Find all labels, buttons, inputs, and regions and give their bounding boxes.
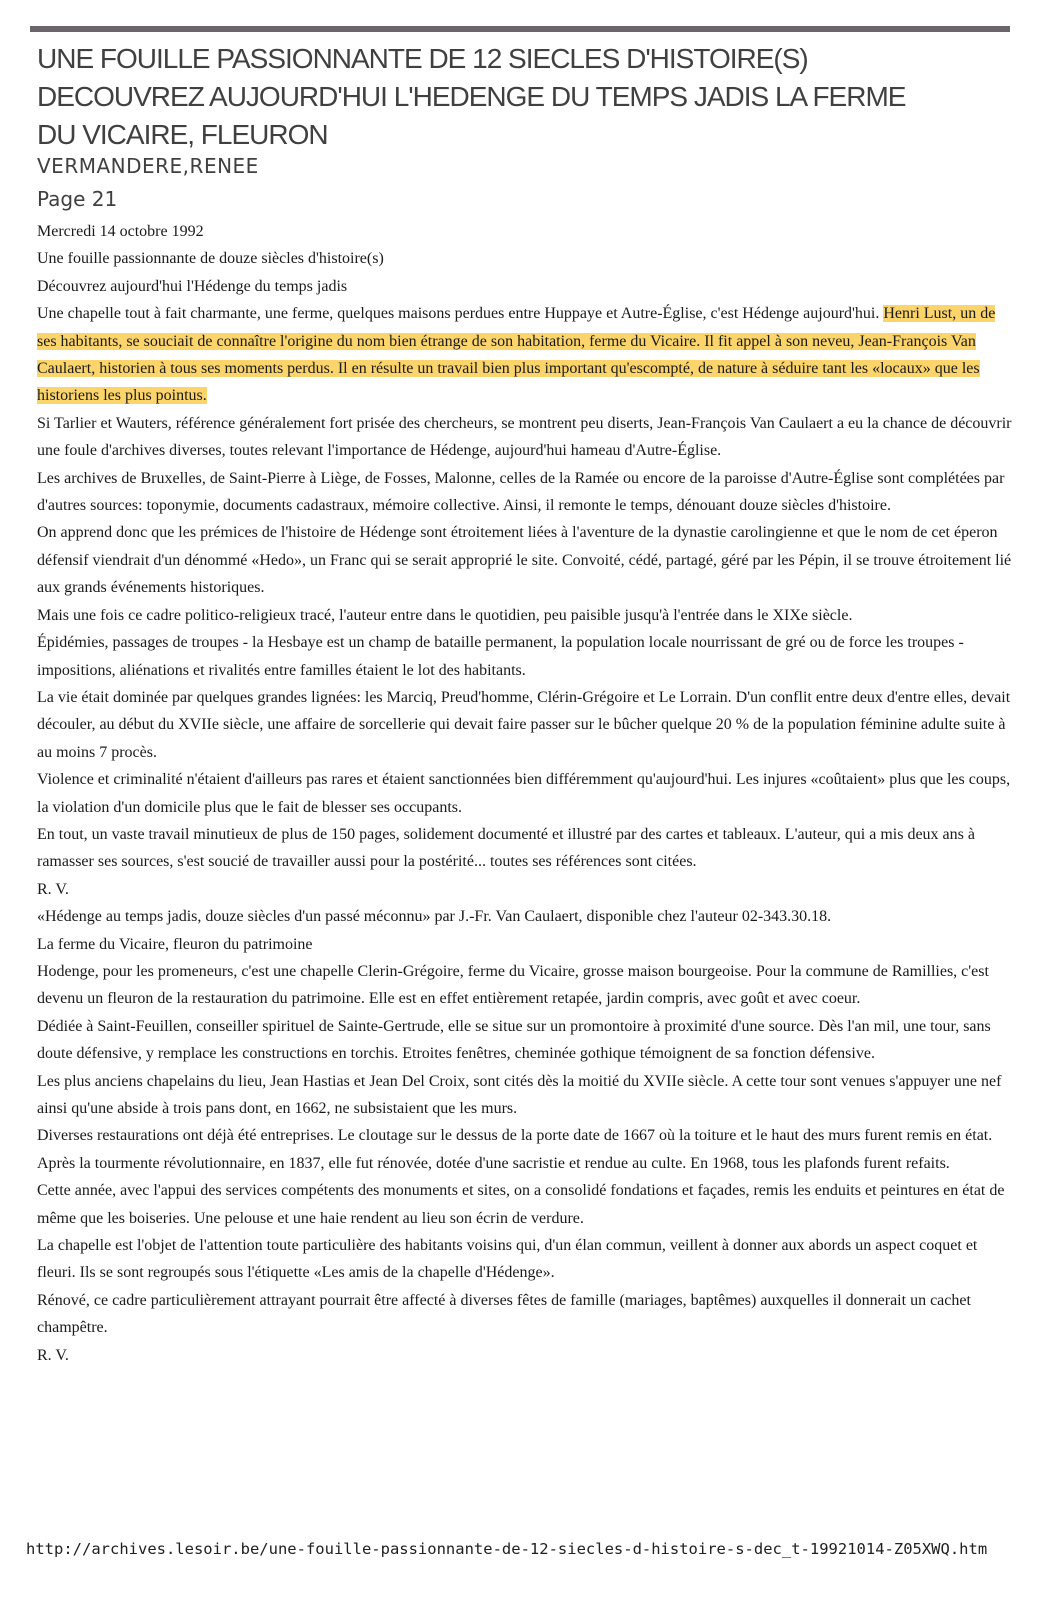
paragraph: Si Tarlier et Wauters, référence généralement fort prisée des chercheurs, se montrent peu diserts, Jean-François Van Caulaert a eu la chance de découvrir une foule d'archives diverses, toutes relevant l'importance de Hédenge, aujourd'hui hameau d'Autre-Église. [37, 414, 1012, 460]
paragraph: Violence et criminalité n'étaient d'ailleurs pas rares et étaient sanctionnées bien différemment qu'aujourd'hui. Les injures «coûtaient» plus que les coups, la violation d'un domicile plus que le fait de blesser ses occupants. [37, 771, 1011, 816]
source-url: http://archives.lesoir.be/une-fouille-passionnante-de-12-siecles-d-histoire-s-dec_t-19921014-Z05XWQ.htm [26, 1540, 988, 1558]
page-number: Page 21 [37, 187, 118, 211]
article-headline [37, 40, 1017, 154]
article-date: Mercredi 14 octobre 1992 [37, 223, 204, 240]
headline-line-3: DU VICAIRE, FLEURON [37, 119, 328, 150]
paragraph: Hodenge, pour les promeneurs, c'est une chapelle Clerin-Grégoire, ferme du Vicaire, grosse maison bourgeoise. Pour la commune de Ramillies, c'est devenu un fleuron de la restauration du patrimoine. Elle est en effet entièrement retapée, jardin compris, avec goût et avec coeur. [37, 962, 989, 1008]
top-rule [30, 26, 1010, 32]
paragraph: En tout, un vaste travail minutieux de plus de 150 pages, solidement documenté et illustré par des cartes et tableaux. L'auteur, qui a mis deux ans à ramasser ses sources, s'est soucié de travailler aussi pour la postérité... toutes ses références sont citées. [37, 825, 975, 871]
paragraph: Les plus anciens chapelains du lieu, Jean Hastias et Jean Del Croix, sont cités dès la moitié du XVIIe siècle. A cette tour sont venues s'appuyer une nef ainsi qu'une abside à trois pans dont, en 1662, ne subsistaient que les murs. [37, 1072, 1002, 1117]
headline-line-1: UNE FOUILLE PASSIONNANTE DE 12 SIECLES D'HISTOIRE(S) [37, 43, 808, 74]
author-byline: VERMANDERE,RENEE [37, 154, 259, 178]
article-subtitle: La ferme du Vicaire, fleuron du patrimoine [37, 935, 313, 953]
article-subtitle: Une fouille passionnante de douze siècles d'histoire(s) [37, 250, 384, 268]
highlighted-passage: Henri Lust, un de ses habitants, se souciait de connaître l'origine du nom bien étrange de son habitation, ferme du Vicaire. Il fit appel à son neveu, Jean-François Van Caulaert, historien à tous ses moments perdus. Il en résulte un travail bien plus important qu'escompté, de nature à séduire tant les «locaux» que les historiens les plus pointus. [37, 305, 996, 405]
article-body [37, 218, 1012, 1369]
signature: R. V. [37, 1346, 69, 1364]
paragraph-lead: Une chapelle tout à fait charmante, une ferme, quelques maisons perdues entre Huppaye et Autre-Église, c'est Hédenge aujourd'hui. [37, 305, 880, 323]
headline-line-2: DECOUVREZ AUJOURD'HUI L'HEDENGE DU TEMPS JADIS LA FERME [37, 81, 906, 112]
paragraph: Épidémies, passages de troupes - la Hesbaye est un champ de bataille permanent, la population locale nourrissant de gré ou de force les troupes - impositions, aliénations et rivalités entre familles étaient le lot des habitants. [37, 634, 964, 679]
paragraph: On apprend donc que les prémices de l'histoire de Hédenge sont étroitement liées à l'aventure de la dynastie carolingienne et que le nom de cet éperon défensif viendrait d'un dénommé «Hedo», un Franc qui se serait approprié le site. Convoité, cédé, partagé, géré par les Pépin, il se trouve étroitement lié aux grands événements historiques. [37, 524, 1012, 597]
paragraph: Diverses restaurations ont déjà été entreprises. Le cloutage sur le dessus de la porte date de 1667 où la toiture et le haut des murs furent remis en état. Après la tourmente révolutionnaire, en 1837, elle fut rénovée, dotée d'une sacristie et rendue au culte. En 1968, tous les plafonds furent refaits. [37, 1127, 993, 1172]
signature: R. V. [37, 880, 69, 898]
paragraph: Mais une fois ce cadre politico-religieux tracé, l'auteur entre dans le quotidien, peu paisible jusqu'à l'entrée dans le XIXe siècle. [37, 606, 853, 624]
paragraph: Rénové, ce cadre particulièrement attrayant pourrait être affecté à diverses fêtes de famille (mariages, baptêmes) auxquelles il donnerait un cachet champêtre. [37, 1291, 971, 1337]
paragraph: Cette année, avec l'appui des services compétents des monuments et sites, on a consolidé fondations et façades, remis les enduits et peintures en état de même que les boiseries. Une pelouse et une haie rendent au lieu son écrin de verdure. [37, 1182, 1005, 1227]
paragraph: Les archives de Bruxelles, de Saint-Pierre à Liège, de Fosses, Malonne, celles de la Ramée ou encore de la paroisse d'Autre-Église sont complétées par d'autres sources: toponymie, documents cadastraux, mémoire collective. Ainsi, il remonte le temps, dénouant douze siècles d'histoire. [37, 469, 1005, 515]
paragraph: La chapelle est l'objet de l'attention toute particulière des habitants voisins qui, d'un élan commun, veillent à donner aux abords un aspect coquet et fleuri. Ils se sont regroupés sous l'étiquette «Les amis de la chapelle d'Hédenge». [37, 1237, 978, 1282]
paragraph: La vie était dominée par quelques grandes lignées: les Marciq, Preud'homme, Clérin-Grégoire et Le Lorrain. D'un conflit entre deux d'entre elles, devait découler, au début du XVIIe siècle, une affaire de sorcellerie qui devait faire passer sur le bûcher quelque 20 % de la population féminine adulte suite à au moins 7 procès. [37, 688, 1011, 761]
book-reference: «Hédenge au temps jadis, douze siècles d'un passé méconnu» par J.-Fr. Van Caulaert, disponible chez l'auteur 02-343.30.18. [37, 908, 832, 926]
article-subtitle: Découvrez aujourd'hui l'Hédenge du temps jadis [37, 277, 348, 295]
paragraph [37, 300, 1012, 410]
paragraph: Dédiée à Saint-Feuillen, conseiller spirituel de Sainte-Gertrude, elle se situe sur un promontoire à proximité d'une source. Dès l'an mil, une tour, sans doute défensive, y remplace les constructions en torchis. Etroites fenêtres, cheminée gothique témoignent de sa fonction défensive. [37, 1017, 991, 1063]
